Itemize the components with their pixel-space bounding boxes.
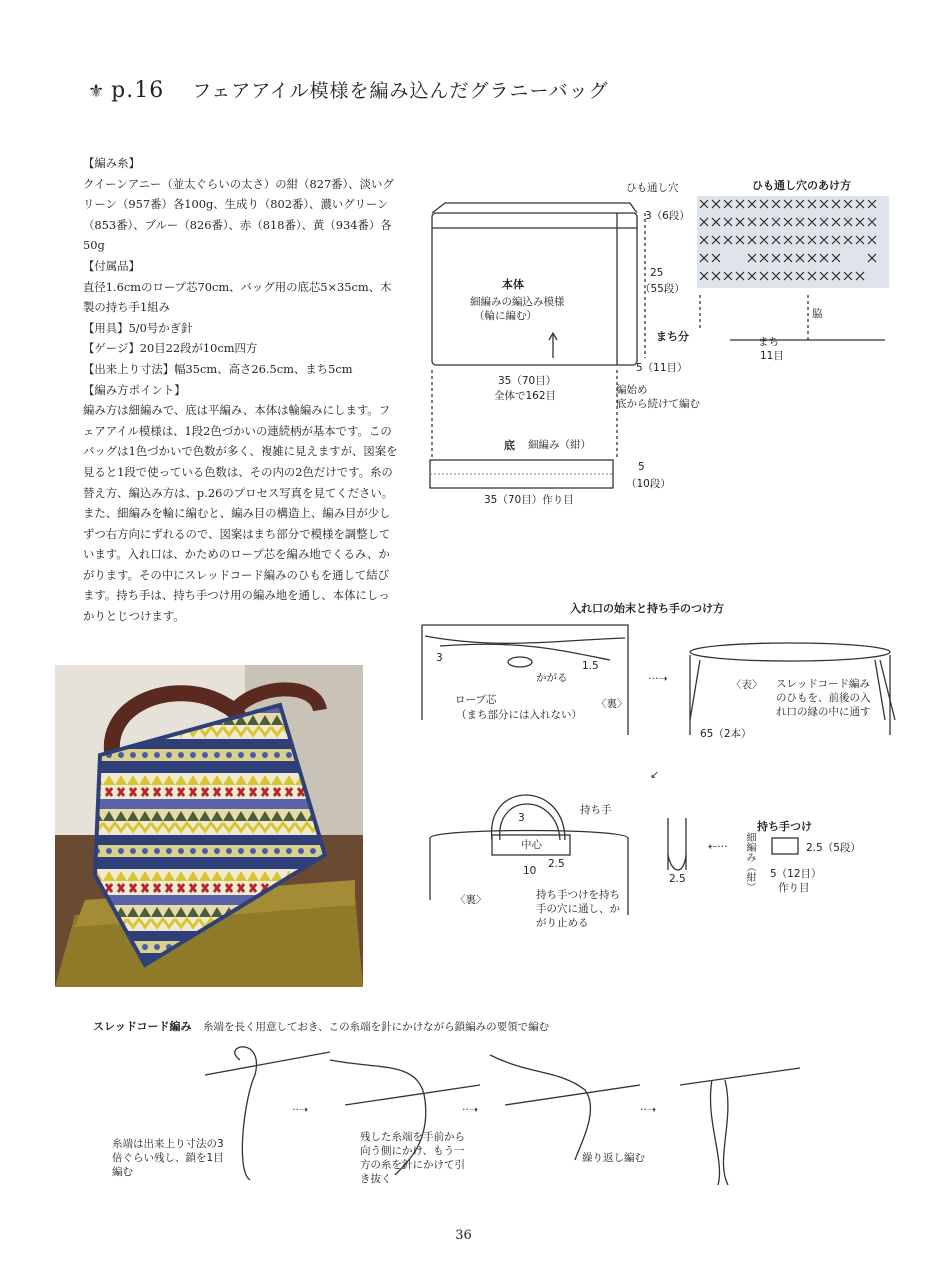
bottom-rows: 5 <box>638 461 645 473</box>
center-label: 中心 <box>521 839 542 851</box>
parts-heading: 【付属品】 <box>83 258 140 273</box>
handle-25: 2.5 <box>548 858 565 870</box>
title-text: フェアアイル模様を編み込んだグラニーバッグ <box>192 80 609 102</box>
parts-text: 直径1.6cmのロープ芯70cm、バッグ用の底芯5×35cm、木製の持ち手1組み <box>83 279 392 315</box>
total-label: 全体で162目 <box>494 390 557 402</box>
page-number: 36 <box>455 1228 472 1243</box>
hole-gusset-sts: 11目 <box>760 350 784 362</box>
main-label: 本体 <box>502 278 524 291</box>
whip-label: かがる <box>536 672 568 684</box>
cord-desc: 糸端を長く用意しておき、この糸端を針にかけながら鎖編みの要領で編む <box>203 1021 550 1033</box>
start-note: 編始め <box>616 384 648 396</box>
hole-gusset: まち <box>758 336 779 348</box>
gusset-sts: 5（11目） <box>636 362 688 374</box>
finish-3: 3 <box>436 652 443 664</box>
width-label: 35（70目） <box>498 375 557 387</box>
tab-rows: 2.5（5段） <box>806 842 861 854</box>
height-rows: （55段） <box>640 283 685 295</box>
height-cm: 25 <box>650 267 664 279</box>
bottom-desc: 細編み（紺） <box>528 439 591 451</box>
main-desc: 細編みの編込み模様 <box>470 296 565 308</box>
handle-label: 持ち手 <box>580 804 612 816</box>
wrong-label: 〈裏〉 <box>596 698 628 710</box>
svg-text:··➝: ··➝ <box>292 1103 309 1116</box>
hole-chart-title: ひも通し穴のあけ方 <box>752 179 851 192</box>
handle-3: 3 <box>518 812 525 824</box>
tools-text: 【用具】5/0号かぎ針 <box>83 320 193 335</box>
points-text: 編み方は細編みで、底は平編み、本体は輪編みにします。フェアアイル模様は、1段2色づかいの連続柄が基本です。このバッグは1色づかいで色数が多く、複雑に見えますが、図案を見ると1段で使っている色数は、その内の2色だけです。糸の替え方、編込み方は、p.26のプロセス写真を見てください。また、細編みを輪に編むと、編み目の構造上、編み目が少しずつ右方向にずれるので、図案はまち部分で模様を調整しています。入れ口は、かためのロープ芯を編み地でくるみ、かがります。その中にスレッドコード編みのひもを通して結びます。持ち手は、持ち手つけ用の編み地を通し、本体にしっかりとじつけます。 <box>83 403 398 624</box>
cord-note: スレッドコード編みのひもを、前後の入れ口の縁の中に通す <box>776 678 871 718</box>
yarn-text: クイーンアニー（並太ぐらいの太さ）の紺（827番）、淡いグリーン（957番）各100g、生成り（802番）、濃いグリーン（853番）、ブルー（826番）、赤（818番）、黄（934番）各50g <box>83 176 394 253</box>
yarn-heading: 【編み糸】 <box>83 156 140 170</box>
gusset-label: まち分 <box>656 330 689 343</box>
tab-desc: 細編み（紺） <box>744 832 755 892</box>
bottom-rows2: （10段） <box>626 478 671 490</box>
bottom-chain: 35（70目）作り目 <box>484 494 574 506</box>
svg-text:···➝: ···➝ <box>648 672 668 685</box>
attach-note: 持ち手つけを持ち手の穴に通し、かがり止める <box>536 889 620 929</box>
cord-step3: 繰り返し編む <box>582 1152 645 1164</box>
hole-label: ひも通し穴 <box>626 182 679 194</box>
size-text: 【出来上り寸法】幅35cm、高さ26.5cm、まち5cm <box>83 361 353 376</box>
right-label: 〈表〉 <box>731 679 763 691</box>
points-heading: 【編み方ポイント】 <box>83 382 186 397</box>
rope-label: ロープ芯 <box>455 694 497 706</box>
side-label: 脇 <box>812 308 823 320</box>
finish-15: 1.5 <box>582 660 599 672</box>
cord-step2: 残した糸端を手前から向う側にかけ、もう一方の糸を針にかけて引き抜く <box>360 1131 465 1185</box>
finish-title: 入れ口の始末と持ち手のつけ方 <box>570 602 724 615</box>
tab-chain: 5（12目） <box>770 868 822 880</box>
start-note2: 底から続けて編む <box>616 398 700 410</box>
top-rows: 3（6段） <box>645 210 690 222</box>
tab-chain2: 作り目 <box>778 882 810 894</box>
svg-text:⇠···: ⇠··· <box>708 840 728 853</box>
handle-10: 10 <box>523 865 537 877</box>
handle-25b: 2.5 <box>669 873 686 885</box>
bottom-label: 底 <box>504 439 515 452</box>
gauge-text: 【ゲージ】20目22段が10cm四方 <box>83 341 258 356</box>
cord-len: 65（2本） <box>700 728 752 740</box>
main-desc2: （輪に編む） <box>474 310 537 322</box>
page-ref: p.16 <box>111 78 165 103</box>
fleur-icon: ⚜ <box>88 81 106 102</box>
svg-text:↙: ↙ <box>650 768 660 781</box>
rope-note: （まち部分には入れない） <box>456 709 582 721</box>
cord-title: スレッドコード編み <box>93 1020 192 1033</box>
cord-step1: 糸端は出来上り寸法の3倍ぐらい残し、鎖を1目編む <box>112 1138 224 1178</box>
svg-text:··➝: ··➝ <box>462 1103 479 1116</box>
svg-text:··➝: ··➝ <box>640 1103 657 1116</box>
wrong-label-2: 〈裏〉 <box>455 894 487 906</box>
tab-title: 持ち手つけ <box>757 820 812 833</box>
